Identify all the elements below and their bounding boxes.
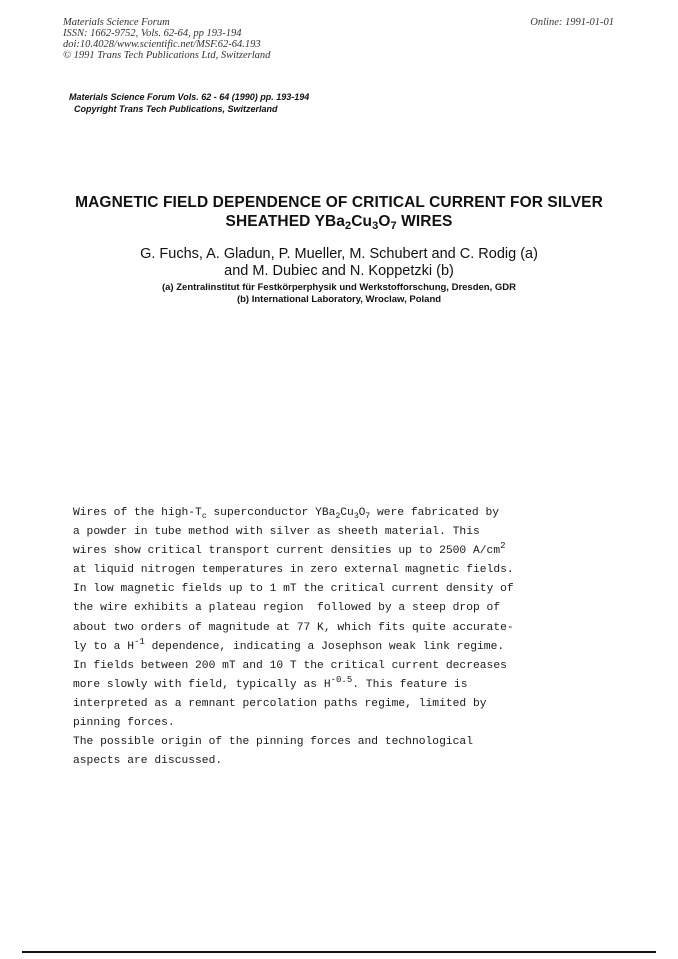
- footer-rule: [22, 951, 656, 953]
- header-doi: doi:10.4028/www.scientific.net/MSF.62-64.193: [63, 39, 261, 50]
- abstract-superscript: -0.5: [330, 674, 353, 685]
- abstract-line: [73, 676, 633, 695]
- abstract-text: wires show critical transport current densities up to 2500 A/cm: [73, 545, 501, 558]
- abstract-superscript: -1: [134, 636, 145, 647]
- abstract-text: dependence, indicating a Josephson weak link regime.: [144, 640, 505, 653]
- title-subscript: 2: [345, 220, 352, 232]
- abstract-superscript: 2: [500, 541, 506, 552]
- header-journal-name: Materials Science Forum: [63, 17, 170, 28]
- abstract-text: Cu: [340, 507, 354, 519]
- paper-title: [40, 193, 638, 231]
- abstract-text: more slowly with field, typically as H: [73, 678, 331, 691]
- abstract-text: . This feature is: [352, 678, 468, 691]
- title-line-2: [40, 212, 638, 231]
- abstract-subscript: 7: [365, 512, 371, 521]
- abstract-line: In low magnetic fields up to 1 mT the critical current density of: [73, 583, 514, 596]
- title-subscript: 3: [372, 220, 379, 232]
- abstract-line: [73, 542, 633, 561]
- abstract-subscript: 2: [335, 512, 341, 521]
- abstract-line: In fields between 200 mT and 10 T the critical current decreases: [73, 659, 507, 672]
- online-date: Online: 1991-01-01: [530, 17, 614, 28]
- header-issn: ISSN: 1662-9752, Vols. 62-64, pp 193-194: [63, 28, 242, 39]
- abstract-line: [73, 638, 633, 657]
- abstract-line: a powder in tube method with silver as sheeth material. This: [73, 526, 480, 539]
- abstract-line: pinning forces.: [73, 717, 175, 730]
- title-subscript: 7: [390, 220, 397, 232]
- abstract-line: [73, 504, 633, 523]
- abstract-subscript: 3: [353, 512, 359, 521]
- abstract-subscript: c: [201, 512, 207, 521]
- header-copyright: © 1991 Trans Tech Publications Ltd, Switzerland: [63, 50, 271, 61]
- affiliations: [40, 282, 638, 305]
- abstract-line: The possible origin of the pinning forces and technological: [73, 736, 473, 749]
- author-list: [40, 246, 638, 279]
- abstract-line: about two orders of magnitude at 77 K, which fits quite accurate-: [73, 621, 514, 634]
- title-text: SHEATHED YBa: [225, 213, 346, 230]
- abstract-text: superconductor YBa: [206, 507, 336, 519]
- authors-line-2: and M. Dubiec and N. Koppetzki (b): [224, 262, 454, 279]
- abstract-text: Wires of the high-T: [73, 507, 202, 519]
- title-text: WIRES: [396, 213, 453, 230]
- abstract-line: at liquid nitrogen temperatures in zero external magnetic fields.: [73, 564, 514, 577]
- publication-header: [63, 17, 270, 61]
- abstract-text: were fabricated by: [370, 507, 500, 519]
- affiliation-a: (a) Zentralinstitut für Festkörperphysik und Werkstofforschung, Dresden, GDR: [161, 282, 516, 293]
- journal-citation: [69, 91, 309, 115]
- title-text: Cu: [351, 213, 373, 230]
- title-text: O: [378, 213, 391, 230]
- abstract-line: interpreted as a remnant percolation paths regime, limited by: [73, 697, 487, 710]
- journal-copyright-line: Copyright Trans Tech Publications, Switzerland: [74, 104, 278, 114]
- abstract: [73, 504, 633, 771]
- journal-volume-line: Materials Science Forum Vols. 62 - 64 (1990) pp. 193-194: [69, 92, 310, 102]
- title-line-1: MAGNETIC FIELD DEPENDENCE OF CRITICAL CURRENT FOR SILVER: [75, 194, 603, 211]
- authors-line-1: G. Fuchs, A. Gladun, P. Mueller, M. Schubert and C. Rodig (a): [140, 246, 538, 262]
- abstract-line: the wire exhibits a plateau region followed by a steep drop of: [73, 602, 501, 615]
- affiliation-b: (b) International Laboratory, Wroclaw, Poland: [236, 293, 442, 305]
- abstract-line: aspects are discussed.: [73, 755, 223, 768]
- abstract-text: ly to a H: [73, 640, 135, 653]
- abstract-text: O: [358, 507, 366, 519]
